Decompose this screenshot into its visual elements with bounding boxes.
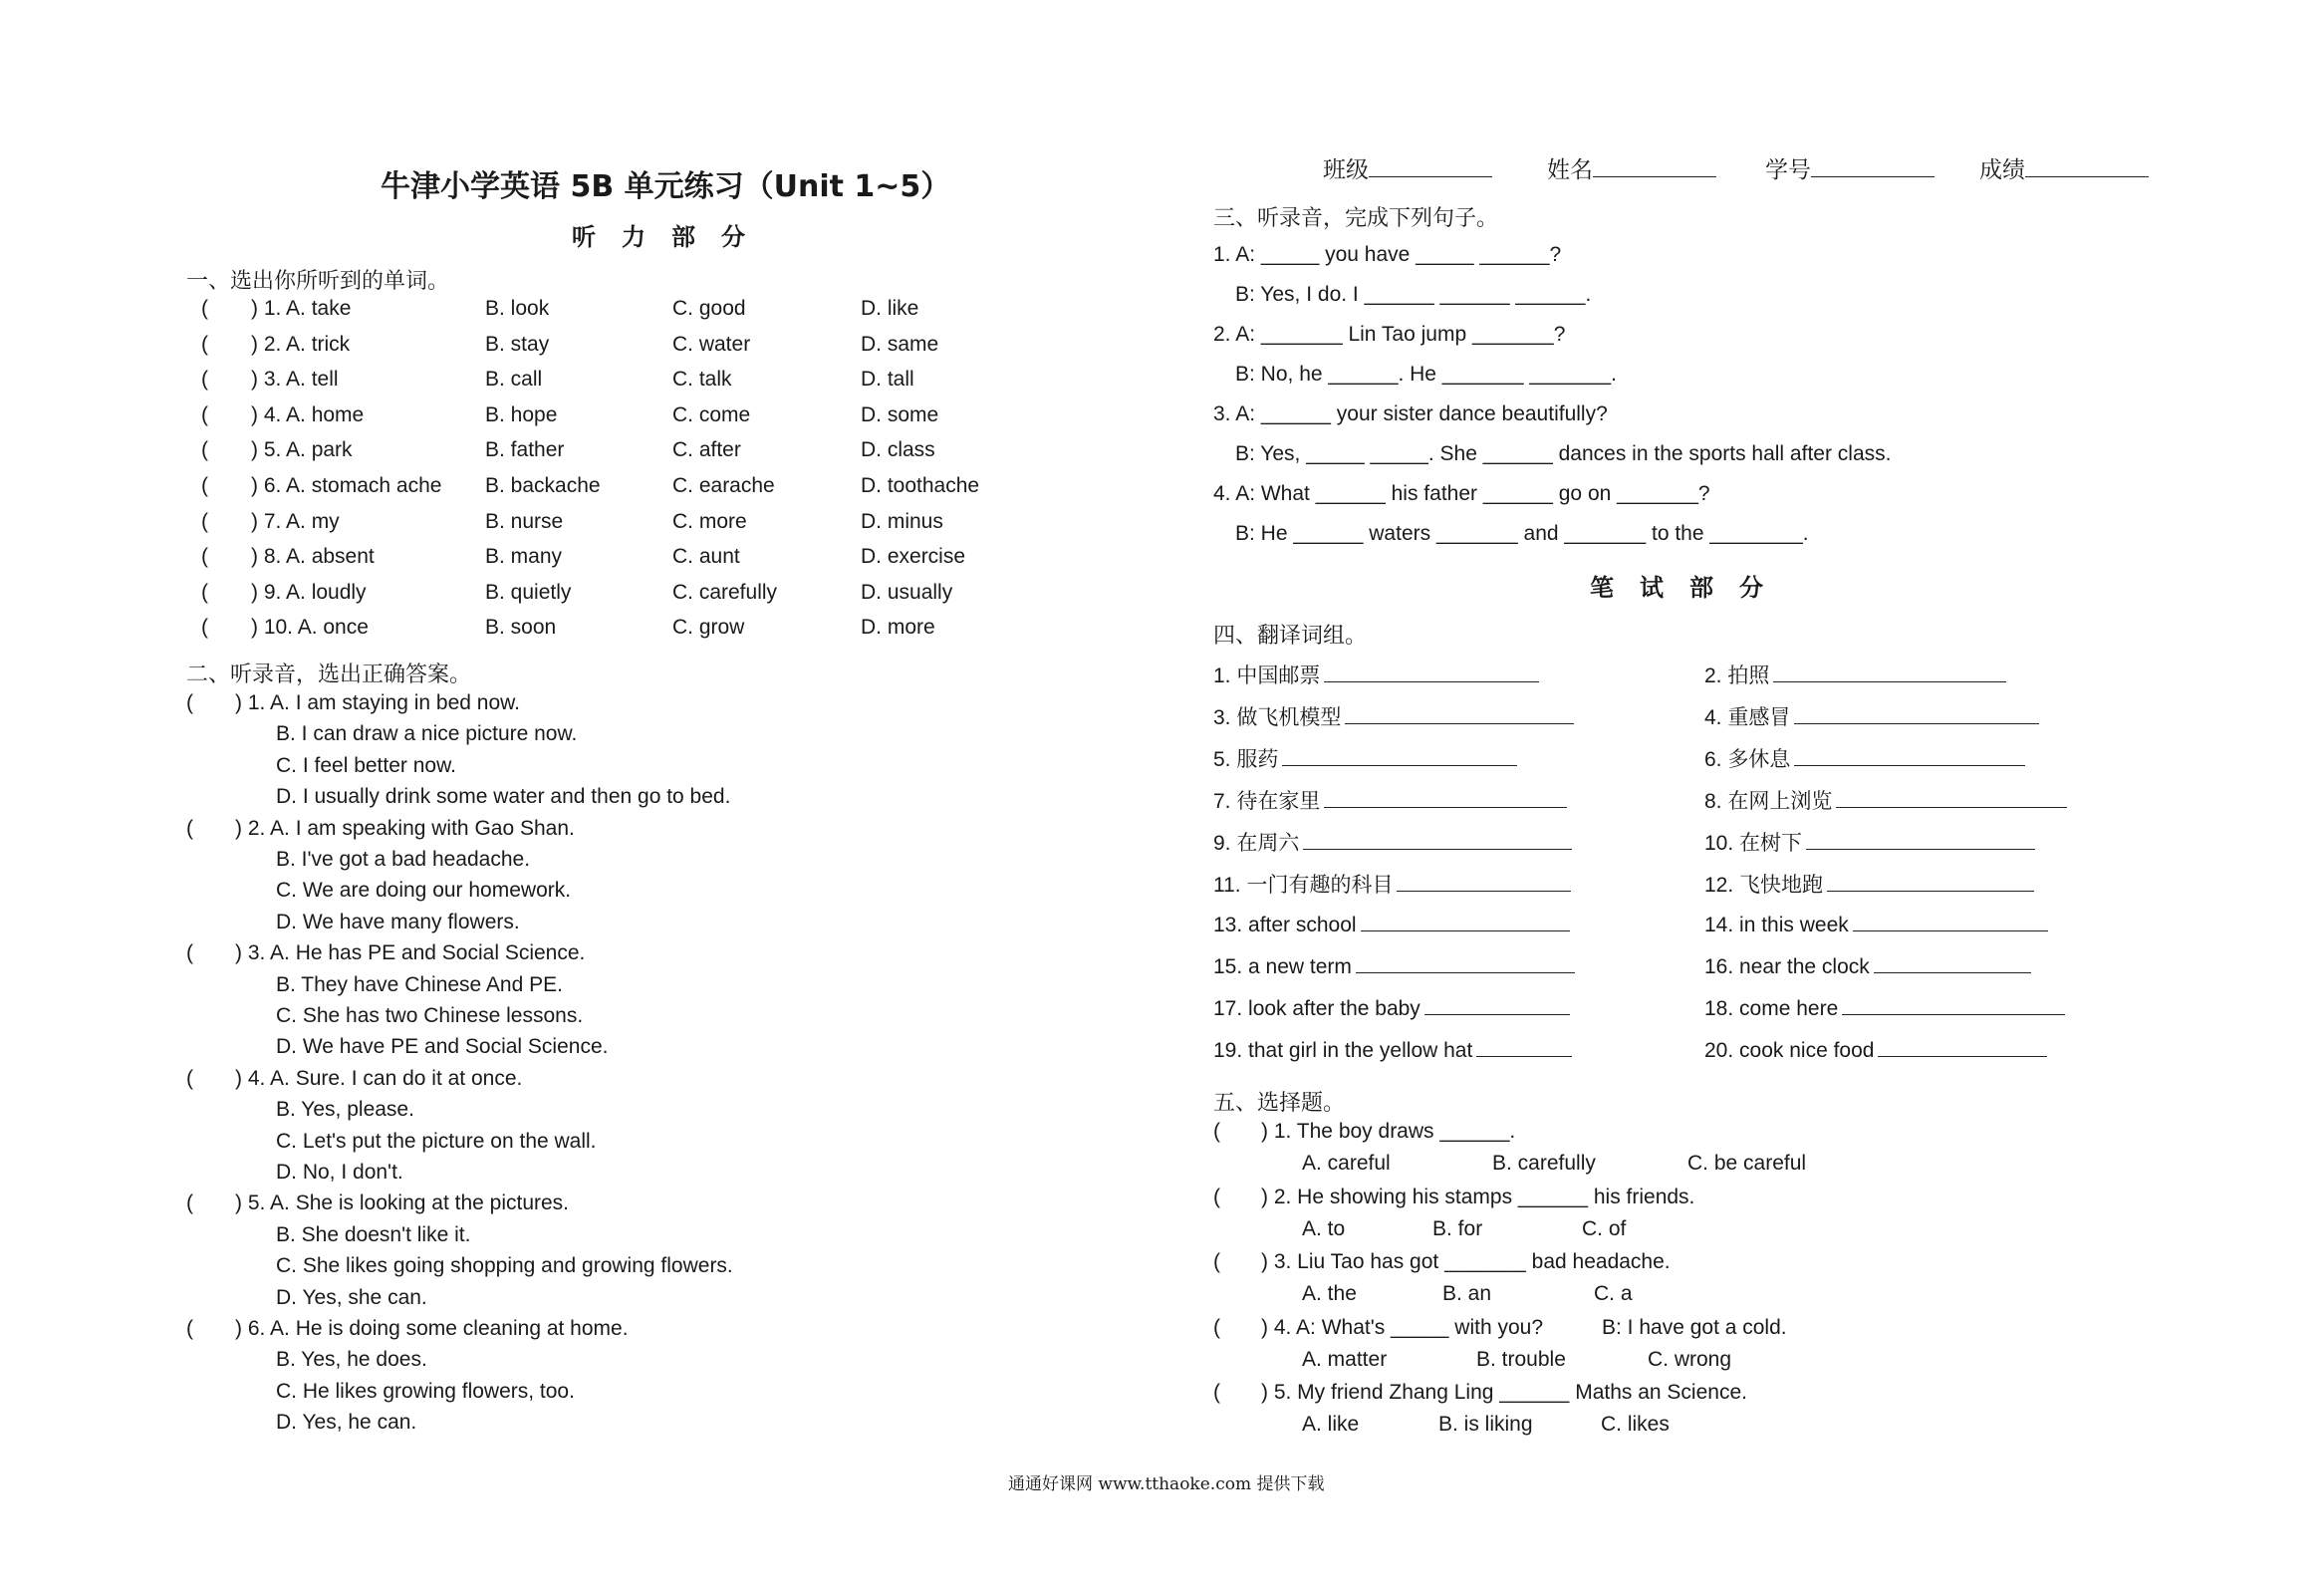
option-text: ) 10. A. once: [251, 616, 369, 640]
fill-blank[interactable]: [1356, 952, 1575, 973]
answer-paren: (: [1213, 1381, 1220, 1404]
translation-item: [1213, 911, 1570, 937]
translation-item: [1213, 827, 1572, 857]
option-text: B. look: [485, 297, 550, 320]
translation-phrase: 18. come here: [1704, 997, 1839, 1020]
translation-item: [1704, 785, 2067, 815]
fill-blank[interactable]: [1593, 156, 1716, 177]
translation-item: [1704, 911, 2048, 937]
translation-item: [1704, 743, 2025, 773]
fill-blank[interactable]: [1282, 745, 1517, 766]
question-line: 1. A: _____ you have _____ ______?: [1213, 243, 1562, 266]
option-text: C. wrong: [1648, 1347, 1732, 1371]
option-text: A. the: [1302, 1282, 1357, 1305]
option-text: A. like: [1302, 1413, 1360, 1436]
answer-paren: (: [201, 616, 208, 640]
question-line: 3. A: ______ your sister dance beautifully?: [1213, 402, 1608, 425]
option-text: D. tall: [861, 368, 914, 392]
question-option: ) 6. A. He is doing some cleaning at home.: [235, 1317, 629, 1340]
translation-phrase: 20. cook nice food: [1704, 1039, 1875, 1062]
question-stem: ) 1. The boy draws ______.: [1261, 1120, 1516, 1143]
option-text: A. to: [1302, 1216, 1346, 1240]
answer-paren: (: [201, 509, 208, 533]
translation-phrase: 14. in this week: [1704, 914, 1849, 936]
option-text: C. talk: [672, 368, 732, 392]
option-text: B. stay: [485, 332, 550, 356]
translation-item: [1704, 1036, 2047, 1063]
option-text: B. an: [1442, 1282, 1492, 1305]
answer-paren: (: [201, 402, 208, 426]
student-info-field: [1979, 151, 2149, 184]
answer-paren: (: [186, 1066, 193, 1090]
section4-heading: 四、翻译词组。: [1213, 624, 1368, 649]
question-option: B. They have Chinese And PE.: [276, 972, 563, 996]
translation-phrase: 15. a new term: [1213, 955, 1352, 978]
question-option: B. Yes, he does.: [276, 1348, 427, 1372]
question-line: 2. A: _______ Lin Tao jump _______?: [1213, 323, 1566, 346]
section3-heading: 三、听录音，完成下列句子。: [1213, 206, 1499, 231]
option-text: D. usually: [861, 580, 953, 604]
translation-item: [1704, 952, 2031, 979]
student-info-label: 学号: [1765, 157, 1811, 183]
option-text: B. trouble: [1476, 1347, 1566, 1371]
option-text: ) 2. A. trick: [251, 332, 351, 356]
answer-paren: (: [1213, 1120, 1220, 1143]
answer-paren: (: [186, 1192, 193, 1215]
question-option: C. We are doing our homework.: [276, 879, 572, 903]
question-option: C. She likes going shopping and growing flowers.: [276, 1254, 733, 1278]
option-text: ) 4. A. home: [251, 402, 365, 426]
fill-blank[interactable]: [1476, 1036, 1572, 1057]
option-text: D. like: [861, 297, 919, 320]
answer-paren: (: [186, 941, 193, 965]
option-text: D. class: [861, 438, 935, 462]
option-text: B. quietly: [485, 580, 572, 604]
student-info-field: [1765, 151, 1935, 184]
translation-phrase: 1. 中国邮票: [1213, 664, 1321, 687]
worksheet-title: 牛津小学英语 5B 单元练习（Unit 1~5）: [381, 169, 951, 204]
question-option: ) 5. A. She is looking at the pictures.: [235, 1192, 570, 1215]
question-option: C. She has two Chinese lessons.: [276, 1004, 584, 1027]
answer-line: B: No, he ______. He _______ _______.: [1235, 363, 1617, 386]
fill-blank[interactable]: [1773, 662, 2006, 682]
translation-item: [1213, 1036, 1572, 1063]
student-info-field: [1323, 151, 1492, 184]
question-option: B. I can draw a nice picture now.: [276, 722, 578, 746]
option-text: B. backache: [485, 474, 601, 497]
option-text: ) 3. A. tell: [251, 368, 339, 392]
option-text: C. a: [1594, 1282, 1633, 1305]
translation-item: [1213, 952, 1575, 979]
fill-blank[interactable]: [1369, 156, 1492, 177]
question-option: D. Yes, she can.: [276, 1285, 427, 1309]
answer-line: B: Yes, I do. I ______ ______ ______.: [1235, 283, 1592, 306]
option-text: B. father: [485, 438, 565, 462]
option-text: C. after: [672, 438, 741, 462]
question-option: C. Let's put the picture on the wall.: [276, 1129, 597, 1153]
answer-paren: (: [1213, 1315, 1220, 1339]
translation-item: [1213, 660, 1539, 689]
translation-item: [1213, 785, 1567, 815]
answer-paren: (: [1213, 1250, 1220, 1273]
fill-blank[interactable]: [1827, 871, 2034, 892]
question-stem-reply: B: I have got a cold.: [1602, 1315, 1787, 1339]
option-text: C. carefully: [672, 580, 778, 604]
question-option: B. Yes, please.: [276, 1098, 414, 1122]
translation-phrase: 5. 服药: [1213, 748, 1279, 771]
option-text: ) 1. A. take: [251, 297, 352, 320]
option-text: C. aunt: [672, 545, 740, 569]
translation-item: [1213, 994, 1570, 1021]
option-text: B. soon: [485, 616, 557, 640]
answer-paren: (: [201, 474, 208, 497]
answer-paren: (: [201, 438, 208, 462]
translation-phrase: 7. 待在家里: [1213, 790, 1321, 813]
option-text: B. for: [1432, 1216, 1483, 1240]
answer-line: B: Yes, _____ _____. She ______ dances in the sports hall after class.: [1235, 442, 1892, 465]
fill-blank[interactable]: [1874, 952, 2031, 973]
footer-credit: 通通好课网 www.tthaoke.com 提供下载: [1008, 1474, 1325, 1494]
translation-phrase: 19. that girl in the yellow hat: [1213, 1039, 1473, 1062]
option-text: B. call: [485, 368, 543, 392]
fill-blank[interactable]: [1811, 156, 1935, 177]
answer-paren: (: [186, 816, 193, 840]
translation-item: [1704, 660, 2006, 689]
question-option: C. He likes growing flowers, too.: [276, 1379, 575, 1403]
translation-phrase: 12. 飞快地跑: [1704, 874, 1824, 897]
translation-item: [1704, 701, 2039, 731]
translation-phrase: 11. 一门有趣的科目: [1213, 874, 1394, 897]
option-text: C. come: [672, 402, 751, 426]
fill-blank[interactable]: [1806, 829, 2035, 850]
option-text: ) 7. A. my: [251, 509, 340, 533]
option-text: B. hope: [485, 402, 558, 426]
section1-heading: 一、选出你所听到的单词。: [186, 269, 450, 294]
listening-heading: 听力部分: [572, 223, 771, 251]
option-text: D. toothache: [861, 474, 980, 497]
option-text: A. careful: [1302, 1152, 1391, 1175]
translation-phrase: 9. 在周六: [1213, 832, 1300, 855]
option-text: D. minus: [861, 509, 943, 533]
option-text: ) 5. A. park: [251, 438, 353, 462]
translation-phrase: 6. 多休息: [1704, 748, 1791, 771]
option-text: C. be careful: [1687, 1152, 1807, 1175]
option-text: D. some: [861, 402, 939, 426]
student-info-label: 班级: [1323, 157, 1369, 183]
option-text: C. earache: [672, 474, 775, 497]
fill-blank[interactable]: [1324, 787, 1567, 808]
fill-blank[interactable]: [1853, 911, 2048, 931]
question-option: ) 1. A. I am staying in bed now.: [235, 691, 520, 714]
option-text: D. more: [861, 616, 935, 640]
fill-blank[interactable]: [1836, 787, 2067, 808]
option-text: C. good: [672, 297, 746, 320]
student-info-field: [1547, 151, 1716, 184]
answer-paren: (: [186, 691, 193, 714]
question-option: D. Yes, he can.: [276, 1411, 417, 1435]
option-text: C. likes: [1601, 1413, 1670, 1436]
question-option: ) 3. A. He has PE and Social Science.: [235, 941, 586, 965]
question-stem: ) 5. My friend Zhang Ling ______ Maths an Science.: [1261, 1381, 1747, 1404]
writing-heading: 笔试部分: [1590, 574, 1789, 602]
question-option: ) 4. A. Sure. I can do it at once.: [235, 1066, 523, 1090]
option-text: B. is liking: [1438, 1413, 1533, 1436]
question-stem: ) 3. Liu Tao has got _______ bad headache.: [1261, 1250, 1671, 1273]
option-text: D. same: [861, 332, 939, 356]
question-option: D. I usually drink some water and then go to bed.: [276, 785, 731, 809]
fill-blank[interactable]: [1361, 911, 1570, 931]
translation-item: [1213, 869, 1571, 899]
translation-item: [1704, 994, 2065, 1021]
question-option: ) 2. A. I am speaking with Gao Shan.: [235, 816, 575, 840]
section2-heading: 二、听录音，选出正确答案。: [186, 662, 472, 687]
student-info-label: 姓名: [1547, 157, 1593, 183]
translation-item: [1704, 869, 2034, 899]
section5-heading: 五、选择题。: [1213, 1091, 1346, 1116]
answer-paren: (: [201, 580, 208, 604]
translation-item: [1213, 743, 1517, 773]
answer-paren: (: [201, 368, 208, 392]
option-text: ) 6. A. stomach ache: [251, 474, 442, 497]
fill-blank[interactable]: [1397, 871, 1571, 892]
question-stem: ) 2. He showing his stamps ______ his friends.: [1261, 1185, 1695, 1208]
translation-phrase: 10. 在树下: [1704, 832, 1803, 855]
translation-item: [1213, 701, 1574, 731]
translation-phrase: 8. 在网上浏览: [1704, 790, 1833, 813]
fill-blank[interactable]: [1345, 703, 1574, 724]
option-text: D. exercise: [861, 545, 966, 569]
answer-paren: (: [201, 545, 208, 569]
fill-blank[interactable]: [1424, 994, 1570, 1015]
question-option: D. No, I don't.: [276, 1161, 403, 1184]
fill-blank[interactable]: [1794, 703, 2039, 724]
option-text: ) 9. A. loudly: [251, 580, 367, 604]
question-option: B. I've got a bad headache.: [276, 848, 531, 871]
fill-blank[interactable]: [1842, 994, 2065, 1015]
answer-paren: (: [1213, 1185, 1220, 1208]
option-text: C. grow: [672, 616, 745, 640]
translation-phrase: 17. look after the baby: [1213, 997, 1420, 1020]
translation-phrase: 2. 拍照: [1704, 664, 1770, 687]
translation-phrase: 13. after school: [1213, 914, 1357, 936]
translation-item: [1704, 827, 2035, 857]
student-info-label: 成绩: [1979, 157, 2025, 183]
option-text: C. more: [672, 509, 747, 533]
question-option: B. She doesn't like it.: [276, 1222, 471, 1246]
fill-blank[interactable]: [1303, 829, 1572, 850]
option-text: B. many: [485, 545, 563, 569]
question-stem: ) 4. A: What's _____ with you?: [1261, 1315, 1543, 1339]
translation-phrase: 4. 重感冒: [1704, 706, 1791, 729]
question-line: 4. A: What ______ his father ______ go on _______?: [1213, 482, 1710, 505]
answer-paren: (: [201, 297, 208, 320]
option-text: A. matter: [1302, 1347, 1388, 1371]
answer-line: B: He ______ waters _______ and _______ to the ________.: [1235, 522, 1809, 545]
translation-phrase: 16. near the clock: [1704, 955, 1870, 978]
option-text: B. nurse: [485, 509, 564, 533]
question-option: C. I feel better now.: [276, 753, 456, 777]
option-text: B. carefully: [1492, 1152, 1596, 1175]
answer-paren: (: [186, 1317, 193, 1340]
fill-blank[interactable]: [1794, 745, 2025, 766]
translation-phrase: 3. 做飞机模型: [1213, 706, 1342, 729]
fill-blank[interactable]: [2025, 156, 2149, 177]
question-option: D. We have PE and Social Science.: [276, 1035, 609, 1059]
question-option: D. We have many flowers.: [276, 910, 520, 933]
answer-paren: (: [201, 332, 208, 356]
option-text: ) 8. A. absent: [251, 545, 375, 569]
option-text: C. of: [1582, 1216, 1627, 1240]
fill-blank[interactable]: [1878, 1036, 2047, 1057]
option-text: C. water: [672, 332, 751, 356]
fill-blank[interactable]: [1324, 662, 1539, 682]
